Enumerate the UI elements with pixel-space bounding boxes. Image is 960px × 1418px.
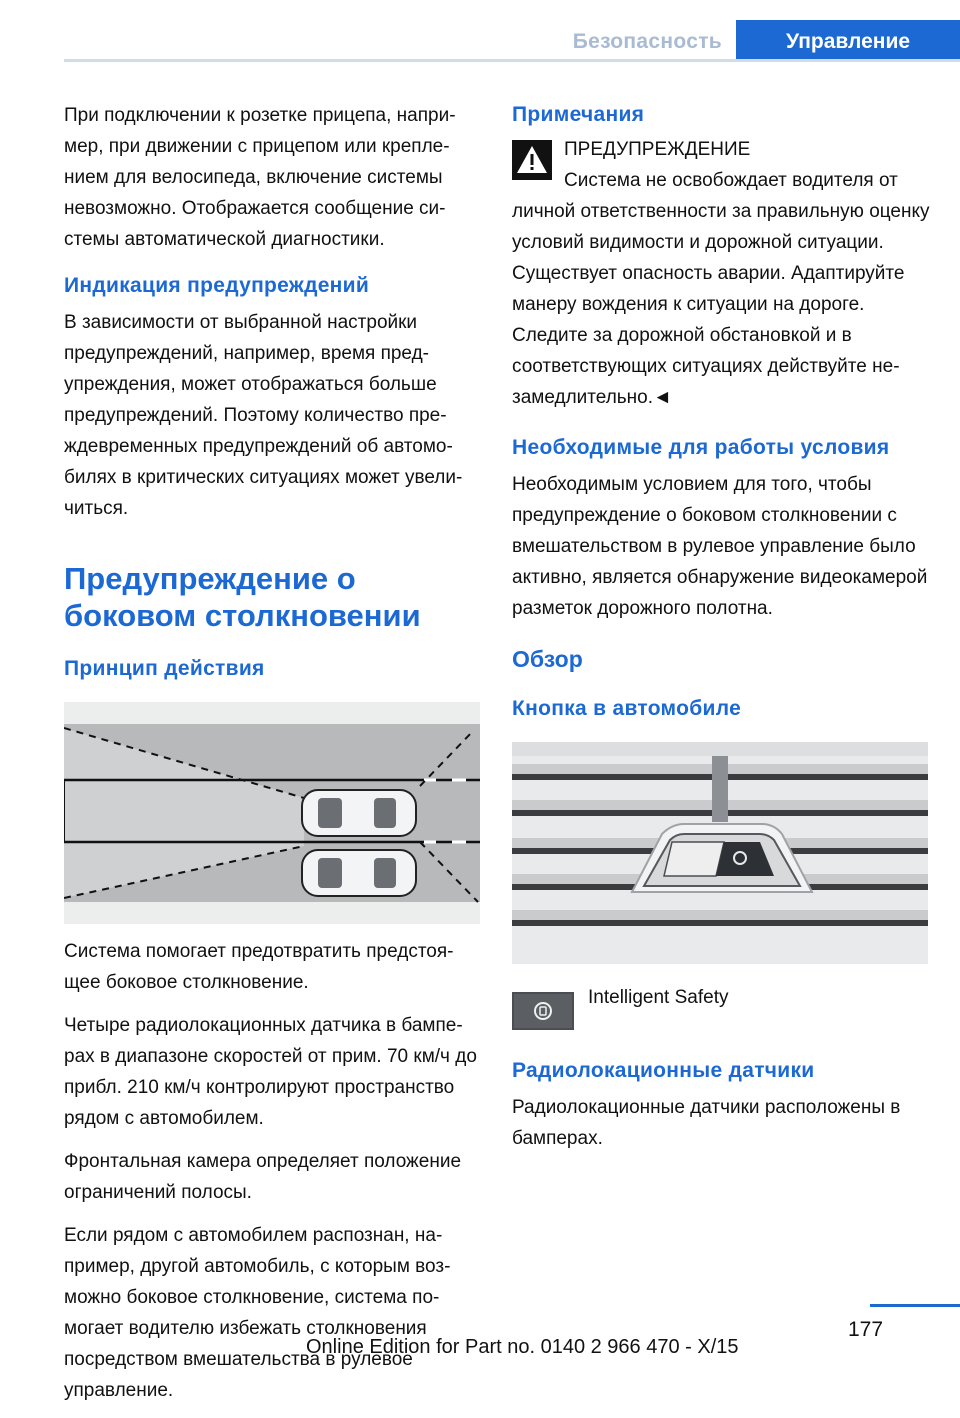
page-number: 177 xyxy=(848,1318,884,1341)
warning-triangle-icon xyxy=(512,140,552,180)
notes-heading: Примечания xyxy=(512,103,645,126)
paragraph-radar-sensors: Четыре радиолокационных датчика в бамперах в диапазоне скоростей от прим. 70 км/ч до прибл. 210 км/ч контролируют пространство рядом с автомобилем. xyxy=(64,1015,477,1129)
warning-text: личной ответственности за правильную оценку условий видимости и дорожной ситуации. Существует опасность аварии. Адаптируйте манеру вождения к ситуации на дороге. Следите за дорожной обстановкой и в соответствующих ситуациях действуйте незамедлительно.◄ xyxy=(512,201,930,408)
button-legend xyxy=(512,982,930,1042)
conditions-text: Необходимым условием для того, чтобы предупреждение о боковом столкновении с вмешательством в рулевое управление было активно, является обнаружение видеокамерой разметок дорожного полотна. xyxy=(512,474,928,619)
paragraph-intervention: Если рядом с автомобилем распознан, например, другой автомобиль, с которым возможно боковое столкновение, система помогает водителю избежать столкновения посредством вмешательства в рулевое управление. xyxy=(64,1225,451,1401)
paragraph-front-camera: Фронтальная камера определяет положение ограничений полосы. xyxy=(64,1151,462,1203)
lane-diagram-illustration xyxy=(64,702,480,924)
edition-footer: Online Edition for Part no. 0140 2 966 470 - X/15 xyxy=(306,1336,739,1358)
header-rule xyxy=(64,59,960,62)
warning-label: ПРЕДУПРЕЖДЕНИЕ xyxy=(564,139,751,160)
intelligent-safety-button-icon xyxy=(512,992,574,1030)
section-heading: Предупреждение о боковом столкновении xyxy=(64,561,421,633)
intelligent-safety-label: Intelligent Safety xyxy=(588,987,729,1008)
warning-indication-text: В зависимости от выбранной настройки предупреждений, например, время предупреждения, может отображаться больше предупреждений. Поэтому количество преждевременных предупреждений об автомобилях в критических ситуациях может увеличиться. xyxy=(64,312,463,519)
dashboard-button-photo xyxy=(512,742,928,964)
warning-text-first-line: Система не освобождает водителя от xyxy=(564,170,898,191)
page-header xyxy=(64,20,960,62)
radar-sensors-heading: Радиолокационные датчики xyxy=(512,1059,815,1082)
conditions-heading: Необходимые для работы условия xyxy=(512,436,890,459)
warning-indication-heading: Индикация предупреждений xyxy=(64,274,370,297)
principle-heading: Принцип действия xyxy=(64,657,265,680)
header-section-controls[interactable]: Управление xyxy=(736,20,960,62)
right-column xyxy=(512,100,930,1166)
warning-block xyxy=(512,134,930,196)
left-column xyxy=(64,100,482,1418)
paragraph-system-helps: Система помогает предотвратить предстоящее боковое столкновение. xyxy=(64,941,454,993)
footer-rule xyxy=(870,1304,960,1307)
button-in-car-heading: Кнопка в автомобиле xyxy=(512,697,742,720)
overview-heading: Обзор xyxy=(512,646,583,672)
radar-sensors-text: Радиолокационные датчики расположены в бамперах. xyxy=(512,1097,901,1149)
intro-paragraph: При подключении к розетке прицепа, например, при движении с прицепом или креплением для велосипеда, включение системы невозможно. Отображается сообщение системы автоматической диагностики. xyxy=(64,105,456,250)
header-section-security[interactable]: Безопасность xyxy=(572,30,722,53)
